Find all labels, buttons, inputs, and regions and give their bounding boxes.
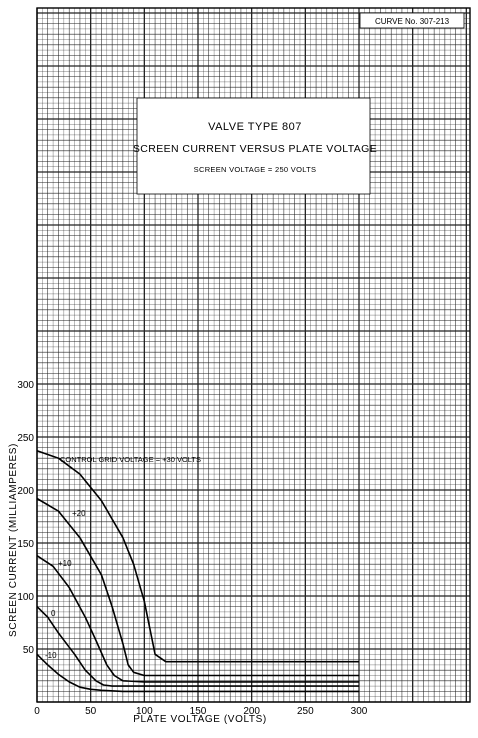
series-label-0: 0 — [51, 609, 56, 618]
x-tick-label: 250 — [296, 706, 314, 717]
x-tick-label: 200 — [243, 706, 261, 717]
y-tick-label: 50 — [22, 645, 34, 656]
y-tick-label: 300 — [17, 380, 34, 391]
x-axis-label: PLATE VOLTAGE (VOLTS) — [133, 714, 267, 725]
series-label-plus10: +10 — [58, 559, 72, 568]
chart-title: VALVE TYPE 807 — [208, 121, 302, 133]
x-tick-label: 50 — [85, 706, 97, 717]
series-label-plus30: CONTROL GRID VOLTAGE = +30 VOLTS — [60, 455, 202, 464]
y-tick-label: 100 — [17, 592, 34, 603]
series-label-plus20: +20 — [72, 509, 86, 518]
chart-subtitle: SCREEN CURRENT VERSUS PLATE VOLTAGE — [132, 143, 378, 155]
chart-condition: SCREEN VOLTAGE = 250 VOLTS — [193, 165, 317, 174]
y-tick-label: 200 — [17, 486, 34, 497]
x-tick-label: 300 — [350, 706, 368, 717]
title-box — [133, 98, 377, 194]
x-tick-label: 150 — [189, 706, 207, 717]
y-axis-label: SCREEN CURRENT (MILLIAMPERES) — [8, 443, 19, 637]
y-tick-label: 250 — [17, 433, 34, 444]
series-label-minus10: -10 — [45, 651, 57, 660]
curve-number-box — [360, 13, 464, 28]
x-tick-label: 100 — [135, 706, 153, 717]
curve-number: CURVE No. 307-213 — [374, 17, 450, 26]
y-tick-label: 150 — [17, 539, 34, 550]
x-tick-label: 0 — [34, 706, 40, 717]
